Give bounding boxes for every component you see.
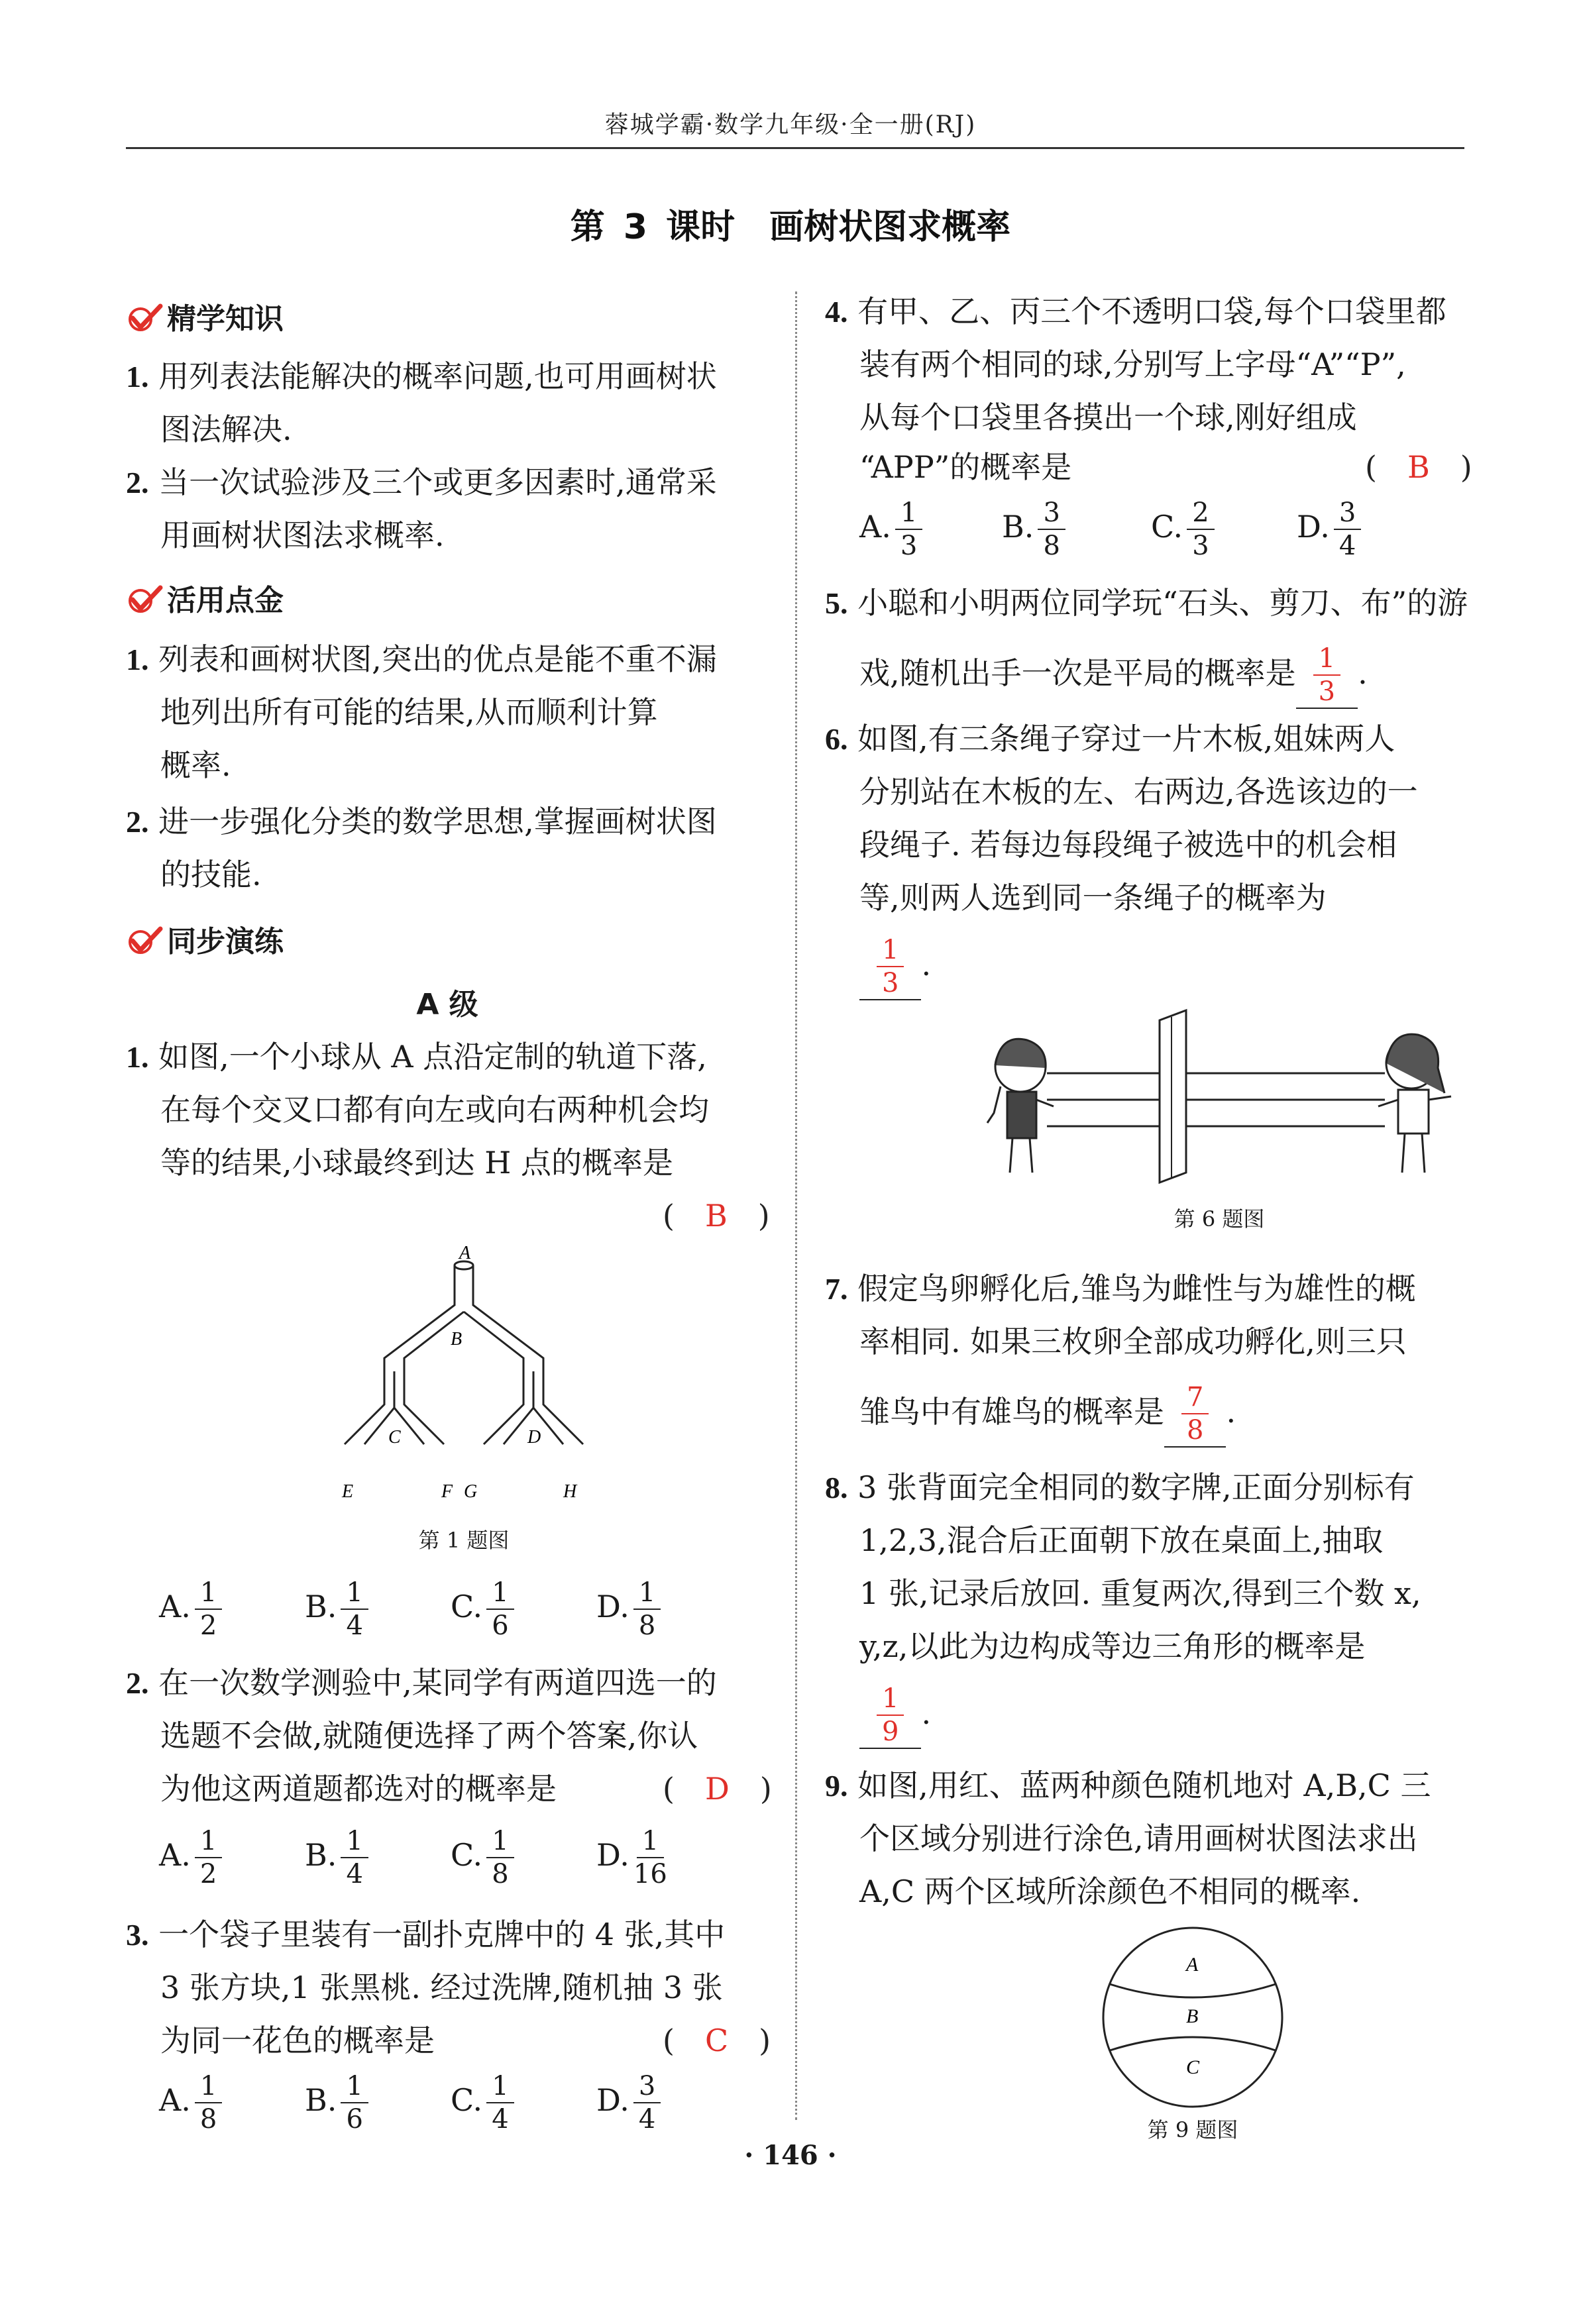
q8-answer-line: $\frac{1}{9}$ . (859, 1683, 931, 1749)
q2-answer: D (704, 1771, 730, 1807)
fig-label-E: E (342, 1481, 354, 1502)
fig-label-A: A (459, 1245, 471, 1263)
q4-option-d: D. $\frac{3}{4}$ (1297, 497, 1365, 562)
knowledge-item-cont: 用画树状图法求概率. (160, 517, 445, 553)
q3-stem-line: 为同一花色的概率是 (160, 2023, 435, 2058)
checkmark-icon (126, 925, 163, 955)
q7-stem-line: 率相同. 如果三枚卵全部成功孵化,则三只 (859, 1324, 1407, 1359)
q3-option-a: A. $\frac{1}{8}$ (159, 2070, 226, 2135)
q3-option-c: C. $\frac{1}{4}$ (451, 2070, 518, 2135)
fig-label-H: H (563, 1481, 577, 1502)
girl-left-icon (987, 1039, 1054, 1173)
level-a-heading: A 级 (416, 988, 478, 1022)
q3-option-b: B. $\frac{1}{6}$ (305, 2070, 372, 2135)
checkmark-icon (126, 584, 163, 614)
fig-label-F: F (441, 1481, 453, 1502)
q2-option-a: A. $\frac{1}{2}$ (159, 1825, 226, 1890)
q3-answer: C (704, 2023, 729, 2058)
section-practice-heading (126, 918, 284, 960)
q7-stem-line: 雏鸟中有雄鸟的概率是 $\frac{7}{8}$ . (859, 1381, 1236, 1448)
q4-option-b: B. $\frac{3}{8}$ (1002, 497, 1069, 562)
q6-answer: $\frac{1}{3}$ (877, 934, 904, 999)
q9-stem-line: A,C 两个区域所涂颜色不相同的概率. (859, 1874, 1361, 1909)
q8-stem: 8. 3 张背面完全相同的数字牌,正面分别标有 (825, 1469, 1415, 1505)
fig-label-B: B (451, 1329, 463, 1349)
q2-stem-line: 选题不会做,就随便选择了两个答案,你认 (160, 1718, 698, 1754)
q8-stem-line: 1 张,记录后放回. 重复两次,得到三个数 x, (859, 1575, 1421, 1611)
fig-label-C: C (1186, 2056, 1200, 2078)
section-knowledge-heading (126, 295, 284, 337)
section-tips-heading (126, 576, 284, 619)
q9-stem-line: 个区域分别进行涂色,请用画树状图法求出 (859, 1821, 1418, 1856)
q4-option-a: A. $\frac{1}{3}$ (859, 497, 926, 562)
q3-option-d: D. $\frac{3}{4}$ (596, 2070, 665, 2135)
q1-track-figure (331, 1245, 596, 1504)
q9-circle-figure (1073, 1925, 1312, 2110)
q1-option-a: A. $\frac{1}{2}$ (159, 1577, 226, 1642)
fig-label-G: G (464, 1481, 478, 1502)
q2-stem-line: 为他这两道题都选对的概率是 (160, 1771, 557, 1807)
q6-stem: 6. 如图,有三条绳子穿过一片木板,姐妹两人 (825, 721, 1395, 757)
q1-answer: B (704, 1198, 728, 1234)
q1-answer-bracket: ( B ) (663, 1198, 770, 1234)
q4-stem-line: 从每个口袋里各摸出一个球,刚好组成 (859, 399, 1357, 435)
section-label: 精学知识 (167, 302, 284, 336)
lesson-title: 第 3 课时 画树状图求概率 (570, 207, 1011, 247)
q9-figure-caption: 第 9 题图 (1147, 2117, 1238, 2142)
q1-options (159, 1577, 755, 1643)
running-header: 蓉城学霸·数学九年级·全一册(RJ) (604, 111, 977, 138)
q1-stem-line: 在每个交叉口都有向左或向右两种机会均 (160, 1092, 709, 1128)
q5-stem: 5. 小聪和小明两位同学玩“石头、剪刀、布”的游 (825, 585, 1468, 621)
q1-stem-line: 等的结果,小球最终到达 H 点的概率是 (160, 1145, 673, 1181)
q6-stem-line: 段绳子. 若每边每段绳子被选中的机会相 (859, 827, 1397, 863)
q4-answer: B (1407, 449, 1430, 485)
q3-stem: 3. 一个袋子里装有一副扑克牌中的 4 张,其中 (126, 1917, 726, 1952)
q1-option-b: B. $\frac{1}{4}$ (305, 1577, 372, 1642)
q8-stem-line: y,z,以此为边构成等边三角形的概率是 (859, 1628, 1366, 1664)
q7-stem: 7. 假定鸟卵孵化后,雏鸟为雌性与为雄性的概 (825, 1271, 1416, 1306)
tips-item-line: 地列出所有可能的结果,从而顺利计算 (160, 694, 658, 730)
q9-stem: 9. 如图,用红、蓝两种颜色随机地对 A,B,C 三 (825, 1768, 1431, 1803)
q7-answer: $\frac{7}{8}$ (1181, 1381, 1209, 1446)
q1-stem: 1. 如图,一个小球从 A 点沿定制的轨道下落, (126, 1039, 707, 1075)
q4-answer-bracket: ( B ) (1365, 449, 1472, 485)
q4-option-c: C. $\frac{2}{3}$ (1151, 497, 1219, 562)
page-number: · 146 · (744, 2140, 837, 2171)
girl-right-icon (1378, 1034, 1451, 1173)
q4-options (859, 497, 1443, 563)
q2-option-c: C. $\frac{1}{8}$ (451, 1825, 518, 1890)
header-rule (126, 147, 1464, 149)
column-divider (795, 291, 797, 2120)
checkmark-icon (126, 302, 163, 333)
q8-stem-line: 1,2,3,混合后正面朝下放在桌面上,抽取 (859, 1522, 1384, 1558)
q4-stem-line: 装有两个相同的球,分别写上字母“A”“P”, (859, 346, 1406, 382)
q3-answer-bracket: ( C ) (663, 2023, 771, 2058)
q6-answer-line: $\frac{1}{3}$ . (859, 934, 931, 1000)
q6-stem-line: 等,则两人选到同一条绳子的概率为 (859, 880, 1327, 916)
q3-options (159, 2070, 755, 2137)
tips-item: 1. 列表和画树状图,突出的优点是能不重不漏 (126, 641, 717, 677)
fig-label-C: C (388, 1427, 401, 1448)
tips-item-line: 的技能. (160, 857, 262, 892)
tips-item: 2. 进一步强化分类的数学思想,掌握画树状图 (126, 804, 717, 839)
q4-stem-line: “APP”的概率是 (859, 449, 1072, 485)
q8-answer: $\frac{1}{9}$ (877, 1683, 904, 1748)
q2-options (159, 1825, 755, 1891)
section-label: 同步演练 (167, 925, 284, 959)
knowledge-item-cont: 图法解决. (160, 411, 292, 447)
q5-answer: $\frac{1}{3}$ (1313, 643, 1340, 708)
tips-item-line: 概率. (160, 747, 231, 783)
q5-stem-line: 戏,随机出手一次是平局的概率是 $\frac{1}{3}$ . (859, 643, 1368, 709)
q6-rope-figure (961, 1007, 1478, 1186)
q1-figure-caption: 第 1 题图 (418, 1528, 510, 1553)
q6-stem-line: 分别站在木板的左、右两边,各选该边的一 (859, 774, 1418, 810)
knowledge-item: 2. 当一次试验涉及三个或更多因素时,通常采 (126, 464, 717, 500)
fig-label-D: D (527, 1427, 541, 1448)
q2-option-d: D. $\frac{1}{16}$ (596, 1826, 667, 1889)
q2-answer-bracket: ( D ) (663, 1771, 772, 1807)
q6-figure-caption: 第 6 题图 (1173, 1206, 1265, 1232)
fig-label-B: B (1186, 2005, 1199, 2027)
q3-stem-line: 3 张方块,1 张黑桃. 经过洗牌,随机抽 3 张 (160, 1970, 723, 2005)
fig-label-A: A (1186, 1954, 1199, 1976)
q2-option-b: B. $\frac{1}{4}$ (305, 1825, 372, 1890)
section-label: 活用点金 (167, 584, 284, 617)
q2-stem: 2. 在一次数学测验中,某同学有两道四选一的 (126, 1665, 717, 1701)
q1-option-c: C. $\frac{1}{6}$ (451, 1577, 518, 1642)
knowledge-item: 1. 用列表法能解决的概率问题,也可用画树状 (126, 358, 717, 394)
q1-option-d: D. $\frac{1}{8}$ (596, 1577, 665, 1642)
q4-stem: 4. 有甲、乙、丙三个不透明口袋,每个口袋里都 (825, 293, 1446, 329)
